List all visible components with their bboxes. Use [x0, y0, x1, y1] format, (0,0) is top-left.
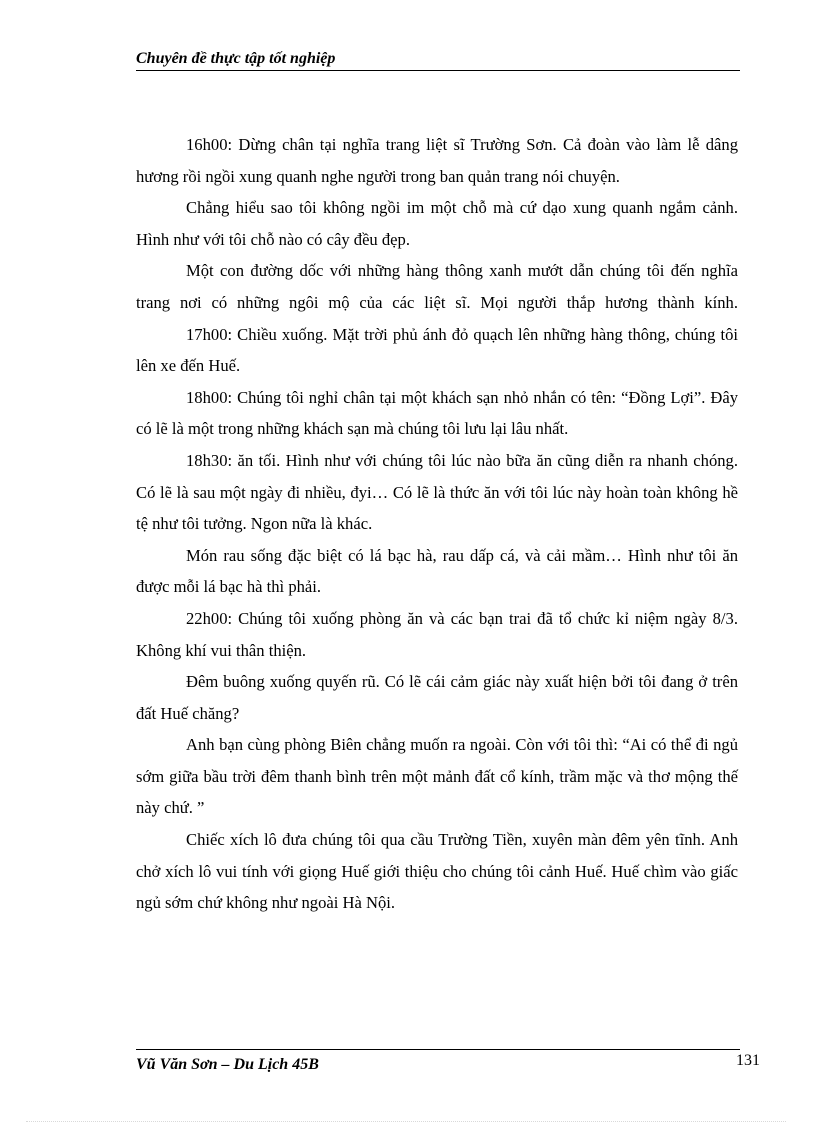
paragraph: 17h00: Chiều xuống. Mặt trời phủ ánh đỏ quạch lên những hàng thông, chúng tôi lên xe đến Huế.: [136, 324, 738, 376]
paragraph: Một con đường dốc với những hàng thông xanh mướt dẫn chúng tôi đến nghĩa trang nơi có những ngôi mộ của các liệt sĩ. Mọi người thắp hương thành kính.: [136, 261, 738, 312]
page-header: [136, 49, 740, 69]
paragraph: Chẳng hiểu sao tôi không ngồi im một chỗ mà cứ dạo xung quanh ngắm cảnh. Hình như với tôi chỗ nào có cây đều đẹp.: [136, 198, 738, 249]
paragraph: Đêm buông xuống quyến rũ. Có lẽ cái cảm giác này xuất hiện bởi tôi đang ở trên đất Huế chăng?: [136, 672, 738, 723]
paragraph: Anh bạn cùng phòng Biên chẳng muốn ra ngoài. Còn với tôi thì: “Ai có thể đi ngủ sớm giữa bầu trời đêm thanh bình trên một mảnh đất cổ kính, trầm mặc và thơ mộng thế này chứ. ”: [136, 735, 738, 818]
header-rule: [136, 70, 740, 71]
page-edge-divider: [26, 1121, 786, 1122]
paragraph: 18h00: Chúng tôi nghỉ chân tại một khách sạn nhỏ nhắn có tên: “Đồng Lợi”. Đây có lẽ là một trong những khách sạn mà chúng tôi lưu lại lâu nhất.: [136, 387, 738, 439]
body-text: [136, 129, 738, 919]
paragraph: 18h30: ăn tối. Hình như với chúng tôi lúc nào bữa ăn cũng diễn ra nhanh chóng. Có lẽ là sau một ngày đi nhiều, đyi… Có lẽ là thức ăn với tôi lúc này hoàn toàn không hề tệ như tôi tưởng. Ngon nữa là khác.: [136, 450, 738, 534]
paragraph: Chiếc xích lô đưa chúng tôi qua cầu Trường Tiền, xuyên màn đêm yên tĩnh. Anh chở xích lô vui tính với giọng Huế giới thiệu cho chúng tôi cảnh Huế. Huế chìm vào giấc ngủ sớm chứ không như ngoài Hà Nội.: [136, 830, 738, 913]
paragraph: Món rau sống đặc biệt có lá bạc hà, rau dấp cá, và cải mầm… Hình như tôi ăn được mỗi lá bạc hà thì phải.: [136, 545, 738, 597]
footer-author: Vũ Văn Sơn – Du Lịch 45B: [136, 1056, 319, 1073]
paragraph: 22h00: Chúng tôi xuống phòng ăn và các bạn trai đã tổ chức kỉ niệm ngày 8/3. Không khí vui thân thiện.: [136, 608, 738, 660]
page-number: 131: [736, 1052, 760, 1069]
footer-rule: [136, 1049, 740, 1050]
paragraph: 16h00: Dừng chân tại nghĩa trang liệt sĩ Trường Sơn. Cả đoàn vào làm lễ dâng hương rồi ngồi xung quanh nghe người trong ban quản trang nói chuyện.: [136, 135, 738, 186]
header-title: Chuyên đề thực tập tốt nghiệp: [136, 50, 336, 67]
